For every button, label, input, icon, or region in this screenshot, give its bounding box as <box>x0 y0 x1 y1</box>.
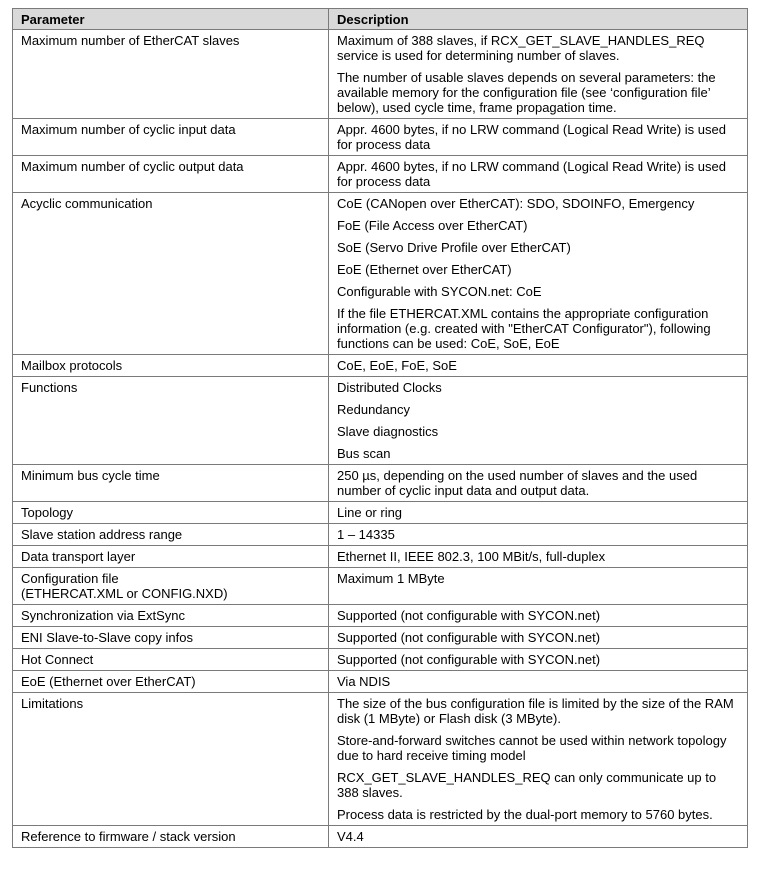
table-row <box>13 524 748 546</box>
parameter-cell: Slave station address range <box>13 524 329 546</box>
description-cell <box>329 502 748 524</box>
description-paragraph: Process data is restricted by the dual-port memory to 5760 bytes. <box>337 807 713 822</box>
parameter-cell: Synchronization via ExtSync <box>13 605 329 627</box>
table-row <box>13 377 748 465</box>
table-body <box>13 30 748 848</box>
table-row <box>13 156 748 193</box>
description-paragraph: 250 µs, depending on the used number of slaves and the used number of cyclic input data and output data. <box>337 468 698 498</box>
description-cell <box>329 119 748 156</box>
description-paragraph: Maximum of 388 slaves, if RCX_GET_SLAVE_HANDLES_REQ service is used for determining number of slaves. <box>337 33 705 63</box>
parameter-table-container <box>12 8 747 848</box>
description-paragraph: Supported (not configurable with SYCON.net) <box>337 652 601 667</box>
table-row <box>13 826 748 848</box>
parameter-cell: Maximum number of cyclic input data <box>13 119 329 156</box>
description-cell <box>329 355 748 377</box>
description-cell <box>329 377 748 465</box>
description-paragraph: Redundancy <box>337 402 410 417</box>
description-paragraph: EoE (Ethernet over EtherCAT) <box>337 262 512 277</box>
parameter-cell: Maximum number of EtherCAT slaves <box>13 30 329 119</box>
table-row <box>13 465 748 502</box>
parameter-cell: Mailbox protocols <box>13 355 329 377</box>
description-paragraph: SoE (Servo Drive Profile over EtherCAT) <box>337 240 571 255</box>
description-cell <box>329 524 748 546</box>
table-row <box>13 119 748 156</box>
table-row <box>13 568 748 605</box>
description-cell <box>329 627 748 649</box>
parameter-cell: Acyclic communication <box>13 193 329 355</box>
description-cell <box>329 649 748 671</box>
description-cell <box>329 693 748 826</box>
description-paragraph: 1 – 14335 <box>337 527 395 542</box>
parameter-cell: ENI Slave-to-Slave copy infos <box>13 627 329 649</box>
table-row <box>13 693 748 826</box>
parameter-cell: Topology <box>13 502 329 524</box>
parameter-table <box>12 8 748 848</box>
description-paragraph: Appr. 4600 bytes, if no LRW command (Logical Read Write) is used for process data <box>337 122 726 152</box>
description-cell <box>329 605 748 627</box>
parameter-cell: Configuration file (ETHERCAT.XML or CONFIG.NXD) <box>13 568 329 605</box>
description-paragraph: Slave diagnostics <box>337 424 439 439</box>
description-paragraph: Via NDIS <box>337 674 391 689</box>
parameter-cell: EoE (Ethernet over EtherCAT) <box>13 671 329 693</box>
description-cell <box>329 156 748 193</box>
table-row <box>13 355 748 377</box>
description-paragraph: FoE (File Access over EtherCAT) <box>337 218 528 233</box>
description-cell <box>329 568 748 605</box>
table-row <box>13 193 748 355</box>
description-paragraph: If the file ETHERCAT.XML contains the appropriate configuration information (e.g. created with "EtherCAT Configurator"), following functions can be used: CoE, SoE, EoE <box>337 306 711 351</box>
parameter-cell: Hot Connect <box>13 649 329 671</box>
table-row <box>13 605 748 627</box>
parameter-cell: Functions <box>13 377 329 465</box>
table-header-row <box>13 9 748 30</box>
table-row <box>13 502 748 524</box>
description-paragraph: Configurable with SYCON.net: CoE <box>337 284 542 299</box>
description-paragraph: Bus scan <box>337 446 391 461</box>
description-cell <box>329 671 748 693</box>
description-paragraph: V4.4 <box>337 829 364 844</box>
description-paragraph: Supported (not configurable with SYCON.net) <box>337 630 601 645</box>
description-cell <box>329 30 748 119</box>
description-paragraph: Supported (not configurable with SYCON.net) <box>337 608 601 623</box>
parameter-cell: Minimum bus cycle time <box>13 465 329 502</box>
parameter-cell: Maximum number of cyclic output data <box>13 156 329 193</box>
description-paragraph: Maximum 1 MByte <box>337 571 445 586</box>
table-row <box>13 649 748 671</box>
description-column-header: Description <box>329 9 748 30</box>
parameter-cell: Data transport layer <box>13 546 329 568</box>
table-row <box>13 627 748 649</box>
parameter-cell: Limitations <box>13 693 329 826</box>
description-cell <box>329 465 748 502</box>
description-paragraph: Store-and-forward switches cannot be used within network topology due to hard receive timing model <box>337 733 727 763</box>
description-paragraph: Ethernet II, IEEE 802.3, 100 MBit/s, full-duplex <box>337 549 606 564</box>
description-paragraph: Line or ring <box>337 505 403 520</box>
description-paragraph: RCX_GET_SLAVE_HANDLES_REQ can only communicate up to 388 slaves. <box>337 770 717 800</box>
description-cell <box>329 826 748 848</box>
description-paragraph: CoE, EoE, FoE, SoE <box>337 358 457 373</box>
description-paragraph: Distributed Clocks <box>337 380 442 395</box>
parameter-cell: Reference to firmware / stack version <box>13 826 329 848</box>
table-row <box>13 671 748 693</box>
description-paragraph: CoE (CANopen over EtherCAT): SDO, SDOINFO, Emergency <box>337 196 695 211</box>
description-paragraph: The number of usable slaves depends on several parameters: the available memory for the configuration file (see ‘configuration file’ below), used cycle time, frame propagation time. <box>337 70 716 115</box>
description-paragraph: The size of the bus configuration file is limited by the size of the RAM disk (1 MByte) or Flash disk (3 MByte). <box>337 696 734 726</box>
parameter-column-header: Parameter <box>13 9 329 30</box>
description-paragraph: Appr. 4600 bytes, if no LRW command (Logical Read Write) is used for process data <box>337 159 726 189</box>
table-row <box>13 546 748 568</box>
description-cell <box>329 546 748 568</box>
table-row <box>13 30 748 119</box>
description-cell <box>329 193 748 355</box>
